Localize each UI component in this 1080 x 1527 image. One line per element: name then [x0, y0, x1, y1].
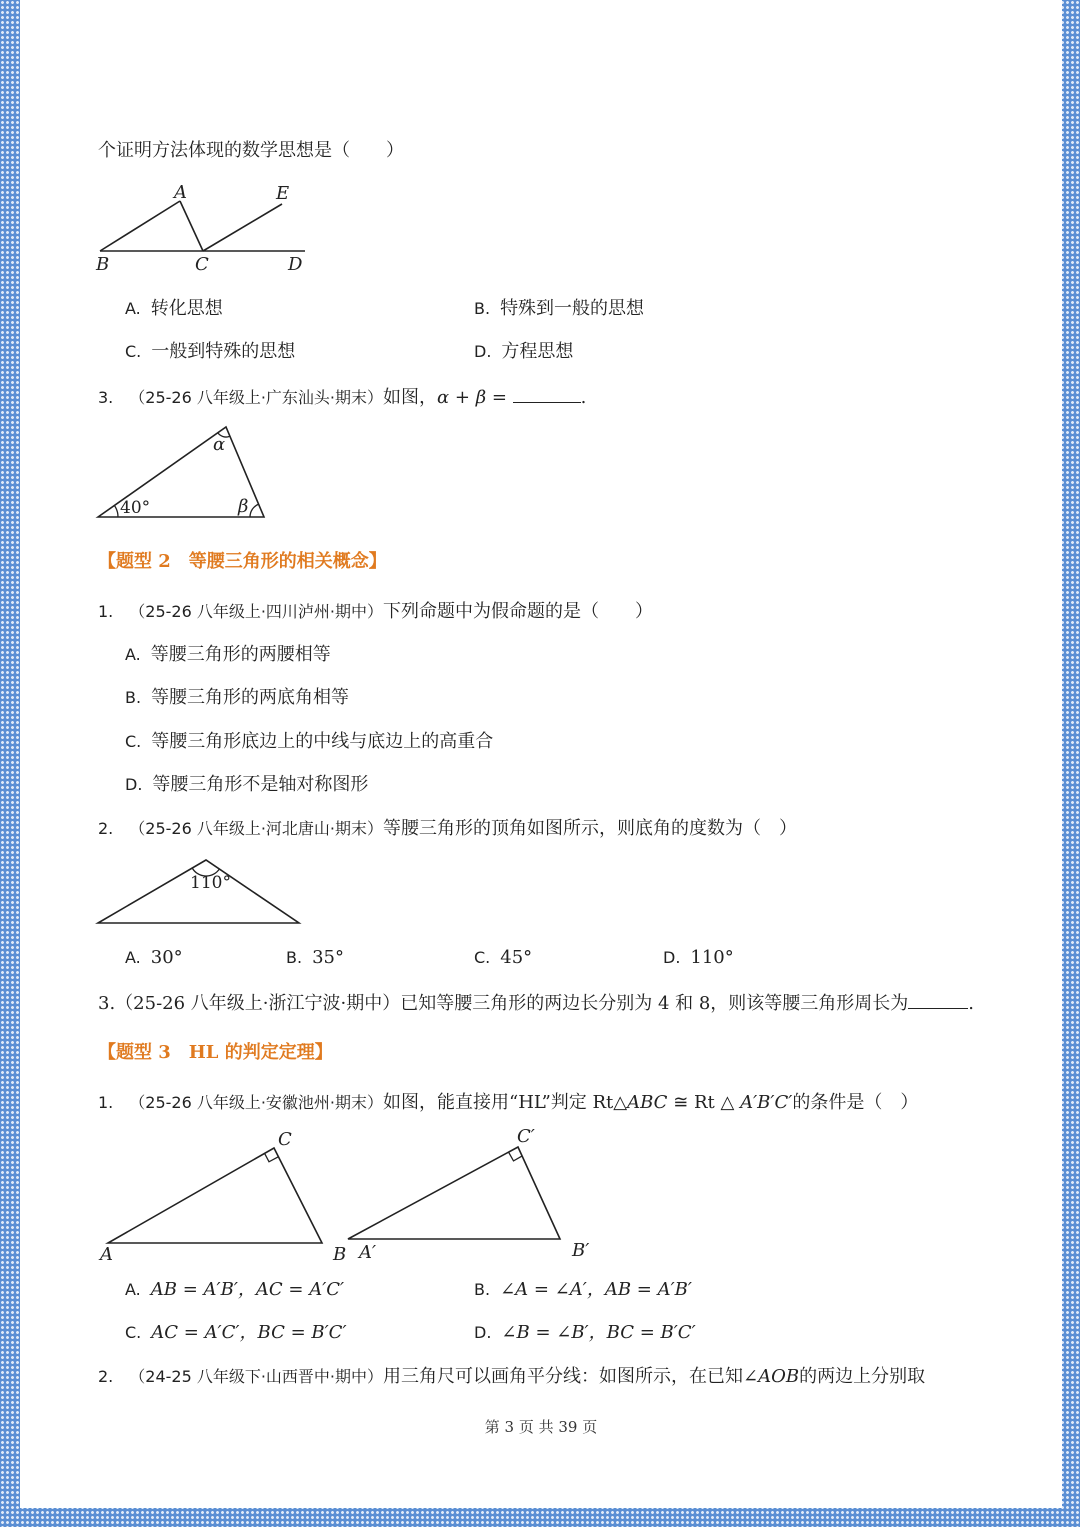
point-C-label: C: [195, 254, 209, 275]
s3-question-2: 2. （24-25 八年级下·山西晋中·期中）用三角尺可以画角平分线：如图所示，在已知∠AOB的两边上分别取: [98, 1366, 926, 1387]
figure-triangle-alpha-beta: [90, 420, 280, 525]
s2q2-option-c[interactable]: C. 45°: [474, 947, 533, 968]
point-A-label: A: [174, 182, 187, 203]
figure-isosceles-110: [90, 855, 310, 930]
option-a[interactable]: A. 转化思想: [125, 298, 223, 319]
s2q2-option-d[interactable]: D. 110°: [663, 947, 734, 968]
s3q1-option-a[interactable]: A. AB = A′B′，AC = A′C′: [125, 1279, 345, 1300]
point-C-label: C: [278, 1129, 292, 1150]
answer-blank-2[interactable]: [908, 990, 968, 1009]
point-B-prime-label: B′: [572, 1240, 590, 1261]
alpha-label: α: [213, 434, 226, 455]
point-D-label: D: [288, 254, 303, 275]
option-b[interactable]: B. 特殊到一般的思想: [474, 298, 645, 319]
angle-110-label: 110°: [190, 873, 231, 893]
s2-question-3: 3.（25-26 八年级上·浙江宁波·期中）已知等腰三角形的两边长分别为 4 和 8，则该等腰三角形周长为 .: [98, 990, 974, 1016]
beta-label: β: [238, 496, 249, 517]
figure-right-triangles: [90, 1120, 600, 1270]
s3q1-option-c[interactable]: C. AC = A′C′，BC = B′C′: [125, 1322, 347, 1343]
page-number-footer: 第 3 页 共 39 页: [484, 1418, 598, 1436]
angle-40-label: 40°: [120, 498, 151, 518]
section-heading-3: 【题型 3 HL 的判定定理】: [98, 1042, 333, 1063]
point-A-prime-label: A′: [359, 1242, 377, 1263]
s2-question-1: 1. （25-26 八年级上·四川泸州·期中）下列命题中为假命题的是（ ）: [98, 601, 654, 622]
section-heading-2: 【题型 2 等腰三角形的相关概念】: [98, 551, 387, 572]
point-B-label: B: [333, 1244, 347, 1265]
s3q1-option-b[interactable]: B. ∠A = ∠A′，AB = A′B′: [474, 1279, 692, 1300]
point-B-label: B: [96, 254, 110, 275]
s3-question-1: 1. （25-26 八年级上·安徽池州·期末）如图，能直接用“HL”判定 Rt△ABC ≅ Rt △ A′B′C′的条件是（ ）: [98, 1092, 919, 1113]
point-A-label: A: [100, 1244, 113, 1265]
s2q1-option-a[interactable]: A. 等腰三角形的两腰相等: [125, 644, 331, 665]
figure-angle-proof: [90, 180, 320, 280]
option-c[interactable]: C. 一般到特殊的思想: [125, 341, 296, 362]
answer-blank[interactable]: [513, 384, 581, 403]
question-continuation: 个证明方法体现的数学思想是（ ）: [98, 140, 404, 161]
option-d[interactable]: D. 方程思想: [474, 341, 574, 362]
s2q1-option-d[interactable]: D. 等腰三角形不是轴对称图形: [125, 774, 369, 795]
point-E-label: E: [276, 183, 290, 204]
s2q2-option-b[interactable]: B. 35°: [286, 947, 344, 968]
point-C-prime-label: C′: [517, 1126, 535, 1147]
worksheet-page: [20, 0, 1062, 1508]
s3q1-option-d[interactable]: D. ∠B = ∠B′，BC = B′C′: [474, 1322, 696, 1343]
s2-question-2: 2. （25-26 八年级上·河北唐山·期末）等腰三角形的顶角如图所示，则底角的度数为（ ）: [98, 818, 798, 839]
s2q2-option-a[interactable]: A. 30°: [125, 947, 183, 968]
question-3: 3. （25-26 八年级上·广东汕头·期末）如图，α + β = .: [98, 384, 586, 410]
s2q1-option-c[interactable]: C. 等腰三角形底边上的中线与底边上的高重合: [125, 731, 494, 752]
s2q1-option-b[interactable]: B. 等腰三角形的两底角相等: [125, 687, 350, 708]
